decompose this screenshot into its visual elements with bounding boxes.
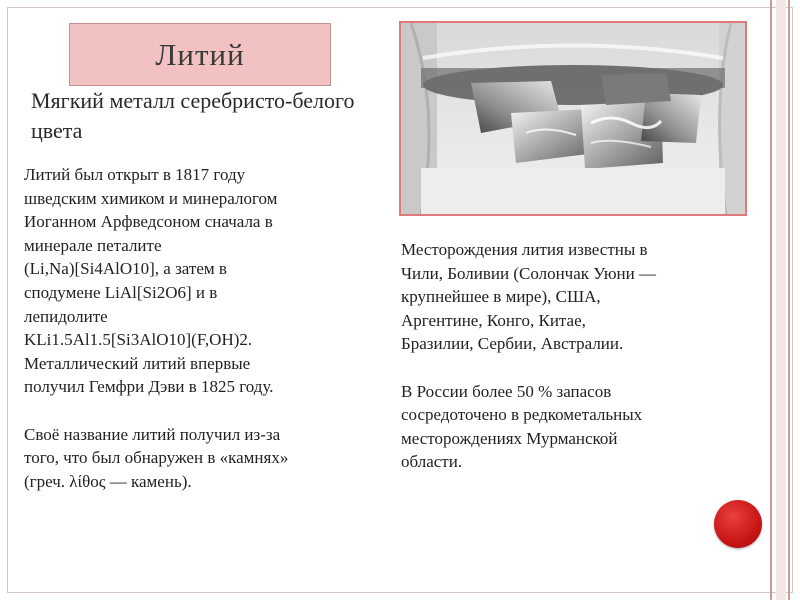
slide-title: Литий	[155, 36, 245, 72]
paragraph: Месторождения лития известны в Чили, Боливии (Солончак Уюни — крупнейшее в мире), США, Аргентине, Конго, Китае, Бразилии, Сербии, Австралии.	[401, 240, 656, 354]
decorative-red-dot	[714, 500, 762, 548]
subtitle-line: Мягкий металл серебристо-белого	[31, 88, 355, 113]
subtitle	[31, 86, 411, 146]
lithium-in-glass-image	[401, 23, 745, 214]
lithium-photo	[399, 21, 747, 216]
left-text-block	[24, 163, 380, 493]
subtitle-line: цвета	[31, 118, 83, 143]
paragraph: Своё название литий получил из-за того, что был обнаружен в «камнях» (греч. λίθος — камень).	[24, 424, 289, 491]
decorative-stripe	[788, 0, 790, 600]
decorative-stripe	[776, 0, 786, 600]
title-box	[69, 23, 331, 86]
paragraph: В России более 50 % запасов сосредоточено в редкометальных месторождениях Мурманской области.	[401, 381, 643, 472]
paragraph: Литий был открыт в 1817 году шведским химиком и минералогом Иоганном Арфведсоном сначала в минерале петалите (Li,Na)[Si4AlO10], а затем в сподумене LiAl[Si2O6] и в лепидолите KLi1.5Al1.5[Si3AlO10](F,OH)2. Металлический литий впервые получил Гемфри Дэви в 1825 году.	[24, 165, 278, 397]
right-text-block	[401, 238, 751, 474]
decorative-stripe	[770, 0, 772, 600]
